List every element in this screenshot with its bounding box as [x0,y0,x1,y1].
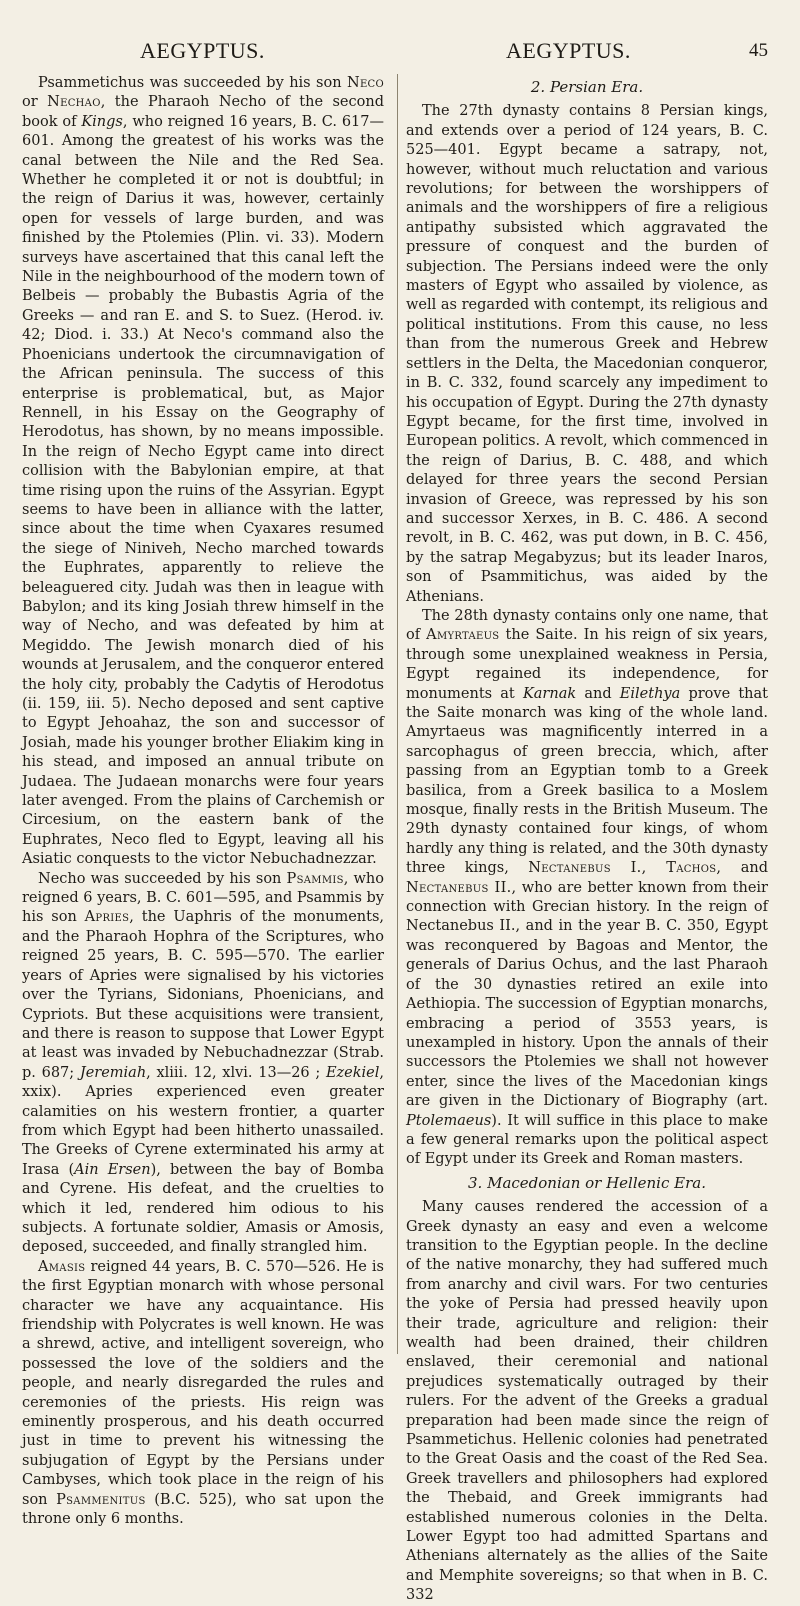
text-run: Psammetichus was succeeded by his son [38,75,347,91]
text-run: , xliii. 12, xlvi. 13—26 ; [146,1064,326,1081]
paragraph-28th-dynasty [406,607,768,1170]
column-divider [397,74,398,1354]
text-run: , the Uaphris of the monuments, and the Pharaoh Hophra of the Scriptures, who reigned 25 years, B. C. 595—570. The earlier years of Apries were signalised by his victories over the Tyrians, Sidonians, Phoenicians, and Cypriots. But these acquisitions were transient, and there is reason to suppose that Lower Egypt at least was invaded by Nebuchadnezzar (Strab. p. 687; [22,909,384,1081]
italic-eilethya: Eilethya [619,685,681,702]
italic-ptolemaeus: Ptolemaeus [406,1112,492,1129]
text-run: , xxix). Apries experienced even greater calamities on his western frontier, a quarter from which Egypt had been hitherto unassailed. The Greeks of Cyrene exterminated his army at Irasa ( [22,1064,385,1178]
name-nectanebus-ii: Nectanebus II. [406,879,512,896]
page-number: 45 [749,40,768,61]
italic-karnak: Karnak [522,685,577,702]
name-amyrtaeus: Amyrtaeus [426,627,500,644]
name-apries: Apries [84,909,130,926]
text-run: and [721,860,768,877]
name-neco: Neco [346,75,384,91]
text-run: , who are better known from their connection with Grecian history. In the reign of Nectanebus II., and in the year B. C. 350, Egypt was reconquered by Bagoas and Mentor, the generals of Darius Ochus, and the last Pharaoh of the 30 dynasties retired an exile into Aethiopia. The succession of Egyptian monarchs, embracing a period of 3553 years, is unexampled in history. Upon the annals of their successors the Ptolemies we shall not however enter, since the lives of the Macedonian kings are given in the Dictionary of Biography (art. [406,879,768,1110]
running-header-left: AEGYPTUS. [140,38,265,63]
text-run: and [576,685,620,702]
text-run: (B.C. 525), who sat upon the throne only 6 months. [22,1491,384,1528]
paragraph-macedonian: Many causes rendered the accession of a Greek dynasty an easy and even a welcome transition to the Egyptian people. In the decline of the native monarchy, they had suffered much from anarchy and civil wars. For two centuries the yoke of Persia had pressed heavily upon their trade, agriculture and religion: their wealth had been drained, their children enslaved, their ceremonial and national prejudices systematically outraged by their rulers. For the advent of the Greeks a gradual preparation had been made since the reign of Psammetichus. Hellenic colonies had penetrated to the Great Oasis and the coast of the Red Sea. Greek travellers and philosophers had explored the Thebaid, and Greek immigrants had established numerous colonies in the Delta. Lower Egypt too had admitted Spartans and Athenians alternately as the allies of the Saite and Memphite sovereigns; so that when in B. C. 332 [406,1199,768,1604]
text-run: or [22,94,48,111]
name-nechao: Nechao [47,94,101,111]
text-run: The 28th dynasty contains only one name, that of [406,607,768,644]
right-column [406,74,768,1606]
text-run: the Saite. In his reign of six years, through some unexplained weakness in Persia, Egypt regained its independence, for monuments at [406,627,768,702]
text-run: , who reigned 6 years, B. C. 601—595, and Psammis by his son [22,870,384,926]
paragraph-psammis [22,870,384,1258]
text-run: reigned 44 years, B. C. 570—526. He is the first Egyptian monarch with whose personal character we have any acquaintance. His friendship with Polycrates is well known. He was a shrewd, active, and intelligent sovereign, who possessed the love of the soldiers and the people, and nearly disregarded the rules and ceremonies of the priests. His reign was eminently prosperous, and his death occurred just in time to prevent his witnessing the subjugation of Egypt by the Persians under Cambyses, which took place in the reign of his son [22,1258,384,1508]
text-run: ). It will suffice in this place to make a few general remarks upon the political aspect of Egypt under its Greek and Roman masters. [406,1112,768,1168]
name-amasis: Amasis [38,1258,86,1275]
name-psammenitus: Psammenitus [56,1491,146,1508]
text-run: , the Pharaoh Necho of the second book of [22,94,384,130]
section-title-macedonian-era: 3. Macedonian or Hellenic Era. [468,1173,706,1192]
name-nectanebus-tachos: Nectanebus I., Tachos, [528,860,722,877]
text-run: Necho was succeeded by his son [38,870,287,887]
italic-kings: Kings [81,113,123,130]
italic-ezekiel: Ezekiel [325,1064,380,1081]
text-run: prove that the Saite monarch was king of the whole land. Amyrtaeus was magnificently interred in a sarcophagus of green breccia, which, after passing from an Egyptian tomb to a Greek basilica, from a Greek basilica to a Moslem mosque, finally rests in the British Museum. The 29th dynasty contained four kings, of whom hardly any thing is related, and the 30th dynasty three kings, [406,685,768,877]
left-column [22,74,384,1529]
text-run: ), between the bay of Bomba and Cyrene. His defeat, and the cruelties to which it led, rendered him odious to his subjects. A fortunate soldier, Amasis or Amosis, deposed, succeeded, and finally strangled him. [22,1161,385,1256]
paragraph-persian: The 27th dynasty contains 8 Persian kings, and extends over a period of 124 years, B. C. 525—401. Egypt became a satrapy, not, however, without much reluctation and various revolutions; for between the worshippers of animals and the worshippers of fire a religious antipathy subsisted which aggravated the pressure of conquest and the burden of subjection. The Persians indeed were the only masters of Egypt who assailed by violence, as well as regarded with contempt, its religious and political institutions. From this cause, no less than from the numerous Greek and Hebrew settlers in the Delta, the Macedonian conqueror, in B. C. 332, found scarcely any impediment to his occupation of Egypt. During the 27th dynasty Egypt became, for the first time, involved in European politics. A revolt, which commenced in the reign of Darius, B. C. 488, and which delayed for three years the second Persian invasion of Greece, was repressed by his son and successor Xerxes, in B. C. 486. A second revolt, in B. C. 462, was put down, in B. C. 456, by the satrap Megabyzus; but its leader Inaros, son of Psammitichus, was aided by the Athenians. [406,103,768,605]
italic-ain-ersen: Ain Ersen [74,1161,151,1178]
name-psammis: Psammis [286,870,344,887]
italic-jeremiah: Jeremiah [79,1064,147,1081]
text-run: , who reigned 16 years, B. C. 617—601. Among the greatest of his works was the canal between the Nile and the Red Sea. Whether he completed it or not is doubtful; in the reign of Darius it was, however, certainly open for vessels of large burden, and was finished by the Ptolemies (Plin. vi. 33). Modern surveys have ascertained that this canal left the Nile in the neighbourhood of the modern town of Belbeis — probably the Bubastis Agria of the Greeks — and ran E. and S. to Suez. (Herod. iv. 42; Diod. i. 33.) At Neco's command also the Phoenicians undertook the circumnavigation of the African peninsula. The success of this enterprise is problematical, but, as Major Rennell, in his Essay on the Geography of Herodotus, has shown, by no means impossible. In the reign of Necho Egypt came into direct collision with the Babylonian empire, at that time rising upon the ruins of the Assyrian. Egypt seems to have been in alliance with the latter, since about the time when Cyaxares resumed the siege of Niniveh, Necho marched towards the Euphrates, apparently to relieve the beleaguered city. Judah was then in league with Babylon; and its king Josiah threw himself in the way of Necho, and was defeated by him at Megiddo. The Jewish monarch died of his wounds at Jerusalem, and the conqueror entered the holy city, probably the Cadytis of Herodotus (ii. 159, iii. 5). Necho deposed and sent captive to Egypt Jehoahaz, the son and successor of Josiah, made his younger brother Eliakim king in his stead, and imposed an annual tribute on Judaea. The Judaean monarchs were four years later avenged. From the plains of Carchemish or Circesium, on the eastern bank of the Euphrates, Neco fled to Egypt, leaving all his Asiatic conquests to the victor Nebuchadnezzar. [22,113,385,868]
paragraph-neco [22,74,384,870]
running-header-right: AEGYPTUS. [506,38,631,63]
section-title-persian-era: 2. Persian Era. [530,78,644,96]
paragraph-amasis [22,1258,384,1530]
